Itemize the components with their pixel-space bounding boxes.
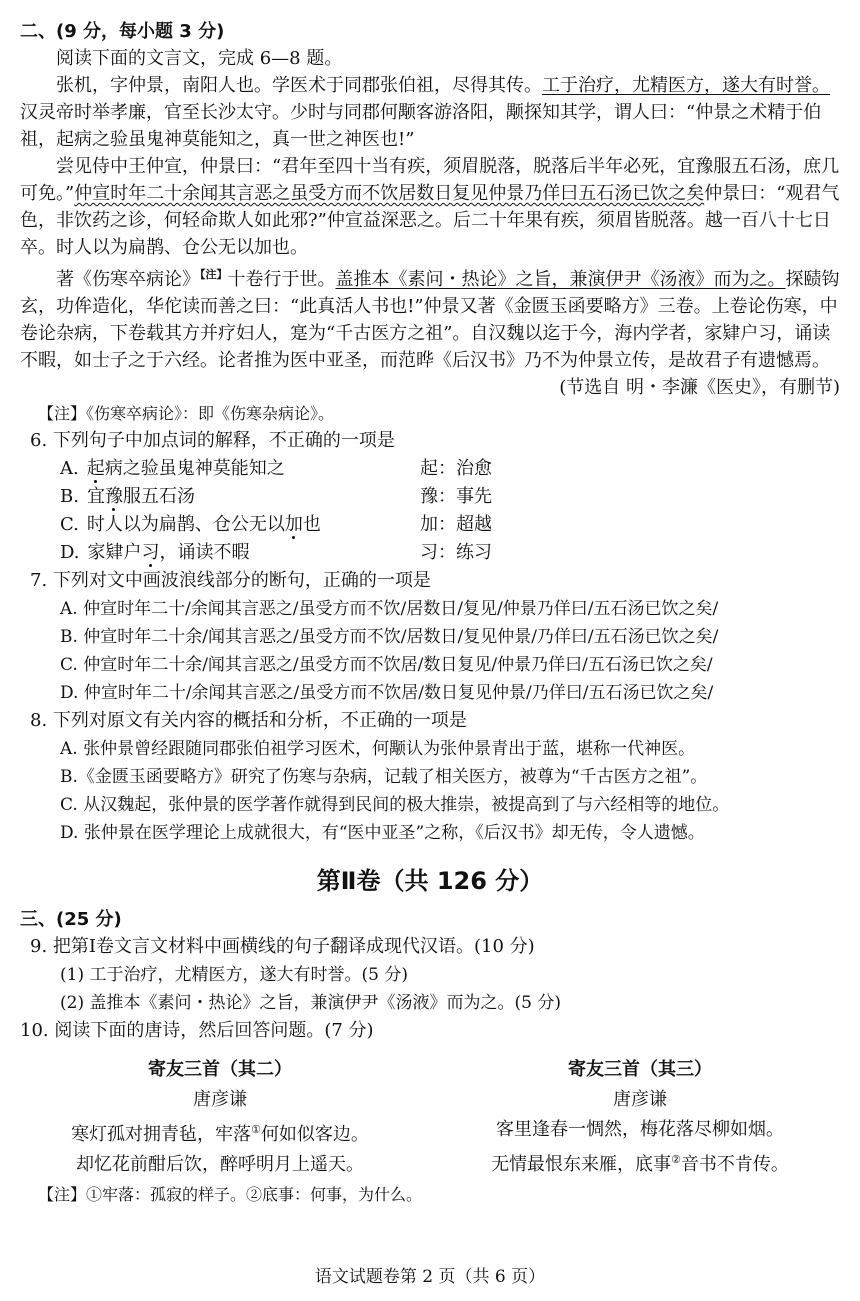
section-3-header: 三、(25 分)	[20, 909, 122, 930]
passage-text: 汉灵帝时举孝廉，官至长沙太守。少时与同郡何颙客游洛阳，颙探知其学，谓人曰：“仲景之术精于伯祖，起病之验虽鬼神莫能知之，真一世之神医也!”	[20, 102, 822, 150]
wavy-underlined-passage: 仲宣时年二十余闻其言恶之虽受方而不饮居数日复见仲景乃佯曰五石汤已饮之矣	[74, 183, 705, 204]
question-8-option-a: A. 张仲景曾经跟随同郡张伯祖学习医术，何颙认为张仲景青出于蓝，堪称一代神医。	[60, 739, 696, 759]
passage-text: 仲景曰：“观君气色，非饮药之诊，何轻命欺人如此邪?”仲宣益深恶之。后二十年果有疾，须眉皆脱落。越一百八十七日卒。时人以为扁鹊、仓公无以加也。	[20, 183, 840, 258]
poem-1	[20, 1055, 420, 1180]
passage-text: 尝见侍中王仲宣，仲景曰：“君年至四十当有疾，须眉脱落，脱落后半年必死，宜豫服五石汤，庶几可免。”	[20, 156, 840, 204]
question-10-stem: 10. 阅读下面的唐诗，然后回答问题。(7 分)	[20, 1020, 374, 1041]
poem-author: 唐彦谦	[613, 1089, 667, 1110]
sentence-text: 也	[302, 514, 321, 535]
dotted-word: 起	[86, 458, 105, 479]
option-sentence	[60, 511, 420, 539]
question-9-part-1: (1) 工于治疗，尤精医方，遂大有时誉。(5 分)	[60, 965, 408, 985]
option-label: D.	[60, 542, 80, 563]
question-8-option-b: B.《金匮玉函要略方》研究了伤寒与杂病，记载了相关医方，被尊为“千古医方之祖”。	[60, 767, 708, 787]
poem-title: 寄友三首（其二）	[148, 1059, 292, 1080]
passage-text: 著《伤寒卒病论》	[56, 269, 200, 290]
volume-2-title: 第Ⅱ卷（共 126 分）	[316, 867, 544, 895]
sentence-text: 宜	[86, 486, 105, 507]
poem-2	[440, 1055, 840, 1180]
passage-text: 探赜钩玄，功侔造化，华佗读而善之曰：“此真活人书也!”仲景又著《金匮玉函要略方》三卷。上卷论伤寒，中卷论杂病，下卷载其方并疗妇人，寔为“千古医方之祖”。自汉魏以迄于今，海内学者，家肄户习，诵读不暇，如士子之于六经。论者推为医中亚圣，而范晔《后汉书》乃不为仲景立传，是故君子有遗憾焉。	[20, 269, 840, 371]
question-6-stem: 6. 下列句子中加点词的解释，不正确的一项是	[30, 430, 395, 451]
question-7-option-c: C. 仲宣时年二十余/闻其言恶之/虽受方而不饮居/数日复见/仲景乃佯曰/五石汤已饮之矣/	[60, 655, 713, 675]
passage-text: 十卷行于世。	[227, 269, 336, 290]
option-sentence	[60, 483, 420, 511]
question-8-option-c: C. 从汉魏起，张仲景的医学著作就得到民间的极大推崇，被提高到了与六经相等的地位。	[60, 795, 730, 815]
option-label: C.	[60, 514, 79, 535]
poem-line	[440, 1145, 840, 1180]
passage-paragraph-2	[20, 153, 840, 261]
option-sentence	[60, 539, 420, 567]
footnote-marker: ①	[251, 1123, 261, 1136]
passage-paragraph-1	[20, 72, 840, 153]
question-7-option-d: D. 仲宣时年二十/余闻其言恶之/虽受方而不饮居/数日复见仲景/乃佯曰/五石汤已饮之矣/	[60, 683, 714, 703]
passage-paragraph-3	[20, 261, 840, 374]
question-7-stem: 7. 下列对文中画波浪线部分的断句，正确的一项是	[30, 570, 431, 591]
poems	[20, 1055, 840, 1180]
section-header: 二、(9 分，每小题 3 分)	[20, 21, 225, 42]
option-definition: 加：超越	[420, 514, 492, 535]
question-6-options	[20, 455, 840, 567]
poem-note: 【注】①牢落：孤寂的样子。②底事：何事，为什么。	[38, 1185, 423, 1204]
dotted-word: 加	[284, 514, 303, 535]
dotted-word: 习	[141, 542, 160, 563]
question-7-option-a: A. 仲宣时年二十/余闻其言恶之/虽受方而不饮/居数日/复见/仲景乃佯曰/五石汤已饮之矣/	[60, 599, 719, 619]
option-sentence	[60, 455, 420, 483]
note-marker: 【注】	[200, 268, 228, 281]
poem-text: 寒灯孤对拥青毡，牢落	[71, 1124, 252, 1145]
dotted-word: 豫	[104, 486, 123, 507]
option-label: A.	[60, 458, 79, 479]
sentence-text: 服五石汤	[122, 486, 195, 507]
option-definition: 起：治愈	[420, 458, 492, 479]
sentence-text: 家肄户	[87, 542, 142, 563]
poem-title: 寄友三首（其三）	[568, 1059, 712, 1080]
option-definition: 豫：事先	[420, 486, 492, 507]
underlined-sentence-2: 盖推本《素问・热论》之旨，兼演伊尹《汤液》而为之。	[335, 269, 786, 290]
poem-line: 却忆花前酣后饮，醉呼明月上遥天。	[76, 1154, 364, 1175]
poem-text: 无情最恨东来雁，底事	[491, 1154, 672, 1175]
poem-text: 何如似客边。	[260, 1124, 369, 1145]
sentence-text: 病之验虽鬼神莫能知之	[104, 458, 285, 479]
poem-author: 唐彦谦	[193, 1089, 247, 1110]
passage-note: 【注】《伤寒卒病论》：即《伤寒杂病论》。	[38, 404, 335, 423]
page-footer: 语文试题卷第 2 页（共 6 页）	[314, 1267, 546, 1287]
option-definition: 习：练习	[420, 542, 492, 563]
poem-text: 音书不肯传。	[680, 1154, 789, 1175]
question-6-option	[20, 483, 840, 511]
question-9-part-2: (2) 盖推本《素问・热论》之旨，兼演伊尹《汤液》而为之。(5 分)	[60, 993, 561, 1013]
passage-source: (节选自 明・李濂《医史》，有删节)	[559, 377, 840, 398]
instruction: 阅读下面的文言文，完成 6—8 题。	[56, 48, 343, 69]
question-6-option	[20, 539, 840, 567]
question-6-option	[20, 511, 840, 539]
footnote-marker: ②	[671, 1153, 681, 1166]
question-9-stem: 9. 把第Ⅰ卷文言文材料中画横线的句子翻译成现代汉语。(10 分)	[30, 936, 535, 957]
exam-page	[20, 18, 840, 1208]
sentence-text: 时人以为扁鹊、仓公无以	[86, 514, 285, 535]
option-label: B.	[60, 486, 79, 507]
question-7-option-b: B. 仲宣时年二十余/闻其言恶之/虽受方而不饮/居数日/复见仲景/乃佯曰/五石汤已饮之矣/	[60, 627, 719, 647]
poem-line: 客里逢春一惆然，梅花落尽柳如烟。	[496, 1119, 784, 1140]
question-8-option-d: D. 张仲景在医学理论上成就很大，有“医中亚圣”之称，《后汉书》却无传，令人遗憾。	[60, 823, 705, 843]
question-6-option	[20, 455, 840, 483]
underlined-sentence-1: 工于治疗，尤精医方，遂大有时誉。	[542, 75, 830, 96]
sentence-text: ，诵读不暇	[159, 542, 250, 563]
poem-line	[20, 1115, 420, 1150]
question-8-stem: 8. 下列对原文有关内容的概括和分析，不正确的一项是	[30, 710, 467, 731]
passage-text: 张机，字仲景，南阳人也。学医术于同郡张伯祖，尽得其传。	[56, 75, 542, 96]
